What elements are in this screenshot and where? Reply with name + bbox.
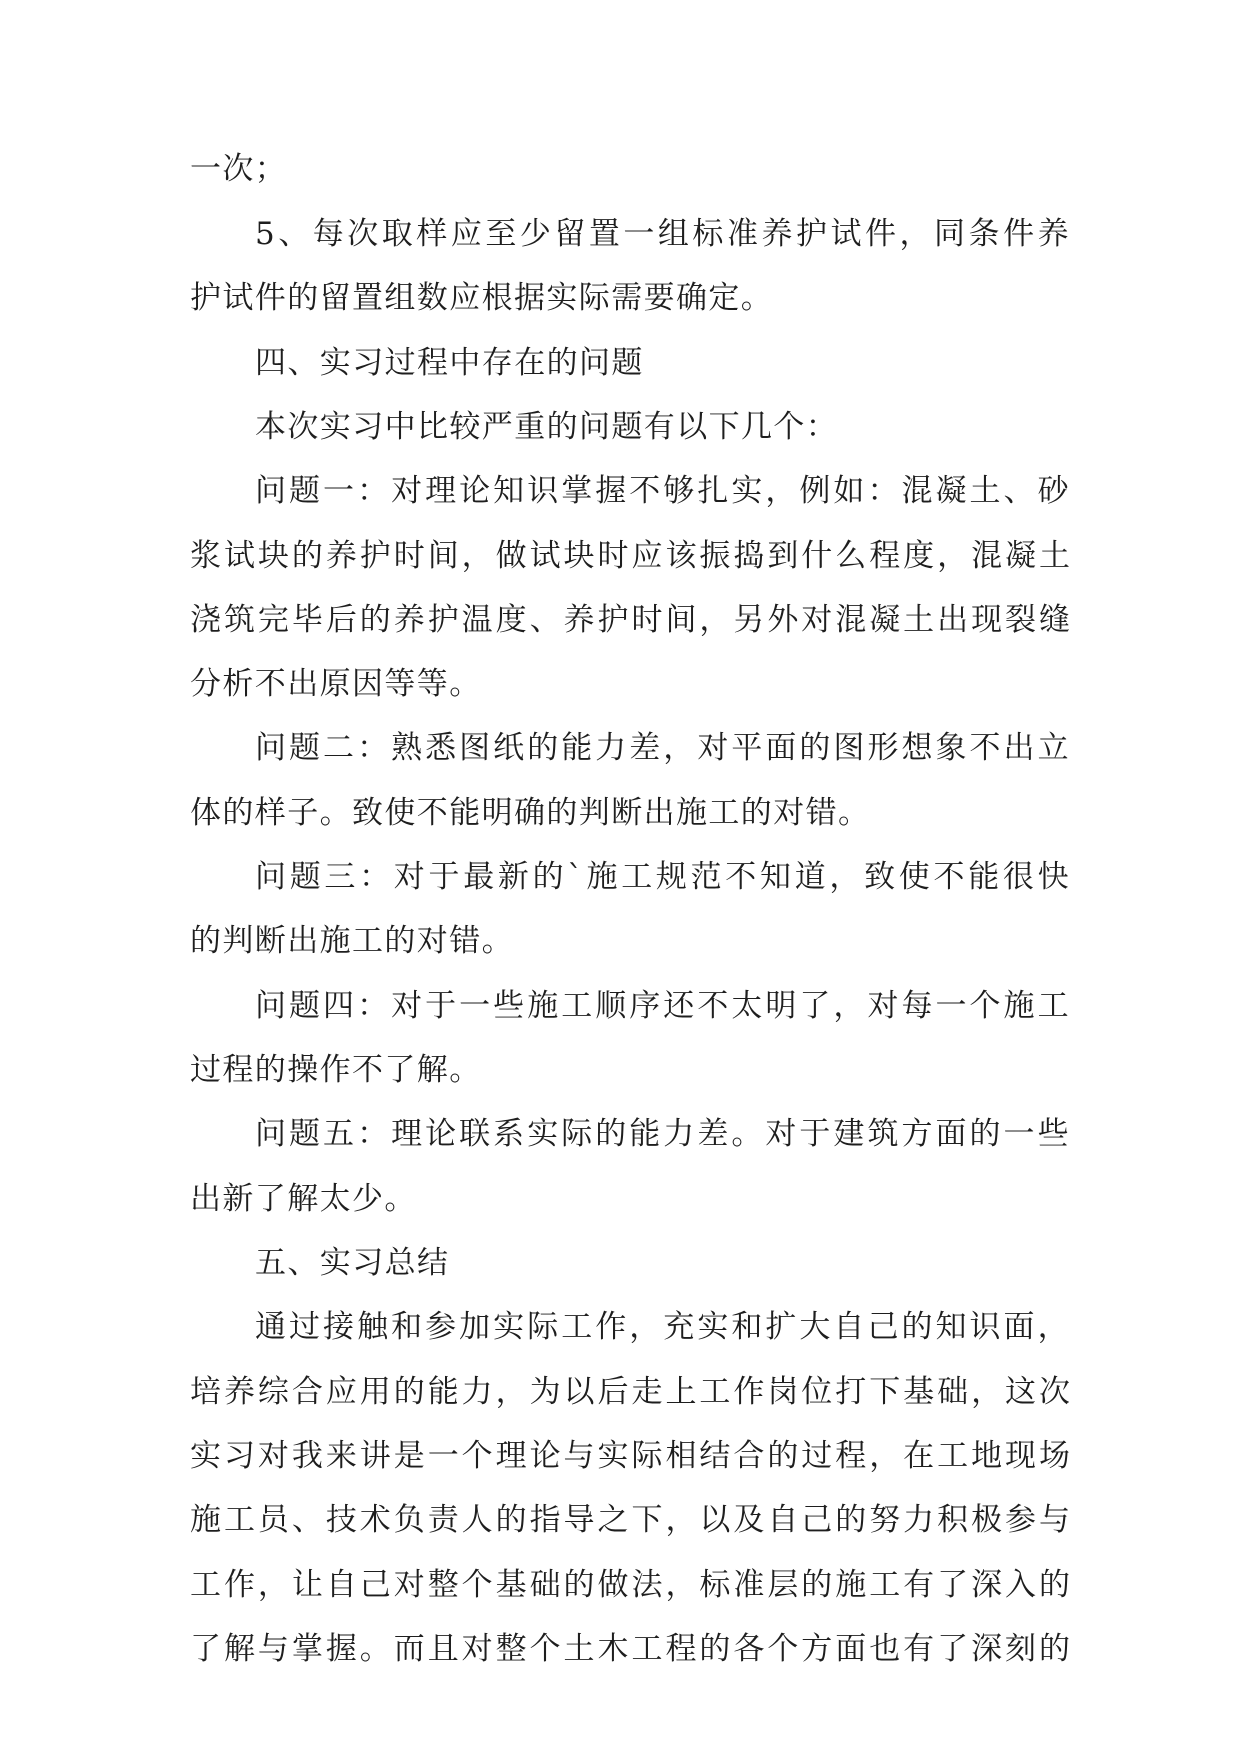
- text-line: 问题一：对理论知识掌握不够扎实，例如：混凝土、砂: [255, 473, 1070, 509]
- text-line: 分析不出原因等等。: [190, 666, 482, 702]
- text-line: 施工员、技术负责人的指导之下，以及自己的努力积极参与: [190, 1502, 1070, 1538]
- text-line: 的判断出施工的对错。: [190, 923, 514, 959]
- text-line: 实习对我来讲是一个理论与实际相结合的过程，在工地现场: [190, 1438, 1070, 1474]
- text-line: 护试件的留置组数应根据实际需要确定。: [190, 280, 774, 316]
- text-line: 工作，让自己对整个基础的做法，标准层的施工有了深入的: [190, 1567, 1070, 1603]
- text-line: 问题三：对于最新的`施工规范不知道，致使不能很快: [255, 859, 1070, 895]
- section-heading: 四、实习过程中存在的问题: [255, 345, 644, 381]
- text-line: 问题四：对于一些施工顺序还不太明了，对每一个施工: [255, 988, 1070, 1024]
- text-line: 一次；: [190, 151, 288, 187]
- text-line: 通过接触和参加实际工作，充实和扩大自己的知识面，: [255, 1309, 1070, 1345]
- text-line: 浆试块的养护时间，做试块时应该振捣到什么程度，混凝土: [190, 538, 1070, 574]
- text-line: 培养综合应用的能力，为以后走上工作岗位打下基础，这次: [190, 1374, 1070, 1410]
- text-line: 出新了解太少。: [190, 1181, 417, 1217]
- text-line: 5、每次取样应至少留置一组标准养护试件，同条件养: [255, 216, 1070, 252]
- text-line: 了解与掌握。而且对整个土木工程的各个方面也有了深刻的: [190, 1631, 1070, 1667]
- section-heading: 五、实习总结: [255, 1245, 450, 1281]
- text-line: 问题五：理论联系实际的能力差。对于建筑方面的一些: [255, 1116, 1070, 1152]
- text-line: 过程的操作不了解。: [190, 1052, 482, 1088]
- text-line: 浇筑完毕后的养护温度、养护时间，另外对混凝土出现裂缝: [190, 602, 1070, 638]
- text-line: 体的样子。致使不能明确的判断出施工的对错。: [190, 795, 871, 831]
- text-line: 问题二：熟悉图纸的能力差，对平面的图形想象不出立: [255, 730, 1070, 766]
- text-line: 本次实习中比较严重的问题有以下几个：: [255, 409, 839, 445]
